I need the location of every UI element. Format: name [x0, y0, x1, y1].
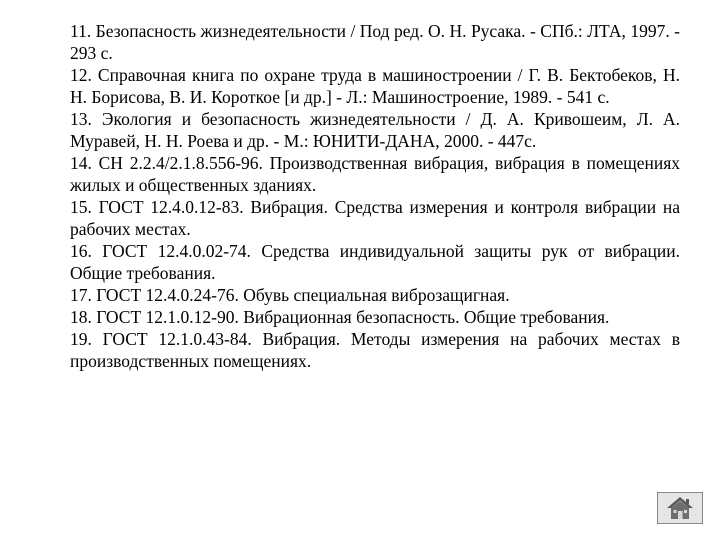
reference-item: 11. Безопасность жизнедеятельности / Под ред. О. Н. Русака. - СПб.: ЛТА, 1997. - 293 с. [70, 21, 680, 63]
reference-list [70, 20, 680, 372]
reference-item: 18. ГОСТ 12.1.0.12-90. Вибрационная безопасность. Общие требования. [70, 307, 610, 327]
reference-item: 14. СН 2.2.4/2.1.8.556-96. Производственная вибрация, вибрация в помещениях жилых и общественных зданиях. [70, 153, 680, 195]
reference-item: 19. ГОСТ 12.1.0.43-84. Вибрация. Методы измерения на рабочих местах в производственных помещениях. [70, 329, 680, 371]
reference-item: 12. Справочная книга по охране труда в машиностроении / Г. В. Бектобеков, Н. Н. Борисова, В. И. Короткое [и др.] - Л.: Машиностроение, 1989. - 541 с. [70, 65, 680, 107]
reference-item: 13. Экология и безопасность жизнедеятельности / Д. А. Кривошеим, Л. А. Муравей, Н. Н. Роева и др. - М.: ЮНИТИ-ДАНА, 2000. - 447с. [70, 109, 680, 151]
home-icon [665, 495, 695, 521]
home-button[interactable] [657, 492, 703, 524]
reference-item: 17. ГОСТ 12.4.0.24-76. Обувь специальная виброзащигная. [70, 285, 510, 305]
reference-item: 16. ГОСТ 12.4.0.02-74. Средства индивидуальной защиты рук от вибрации. Общие требования. [70, 241, 680, 283]
reference-item: 15. ГОСТ 12.4.0.12-83. Вибрация. Средства измерения и контроля вибрации на рабочих местах. [70, 197, 680, 239]
